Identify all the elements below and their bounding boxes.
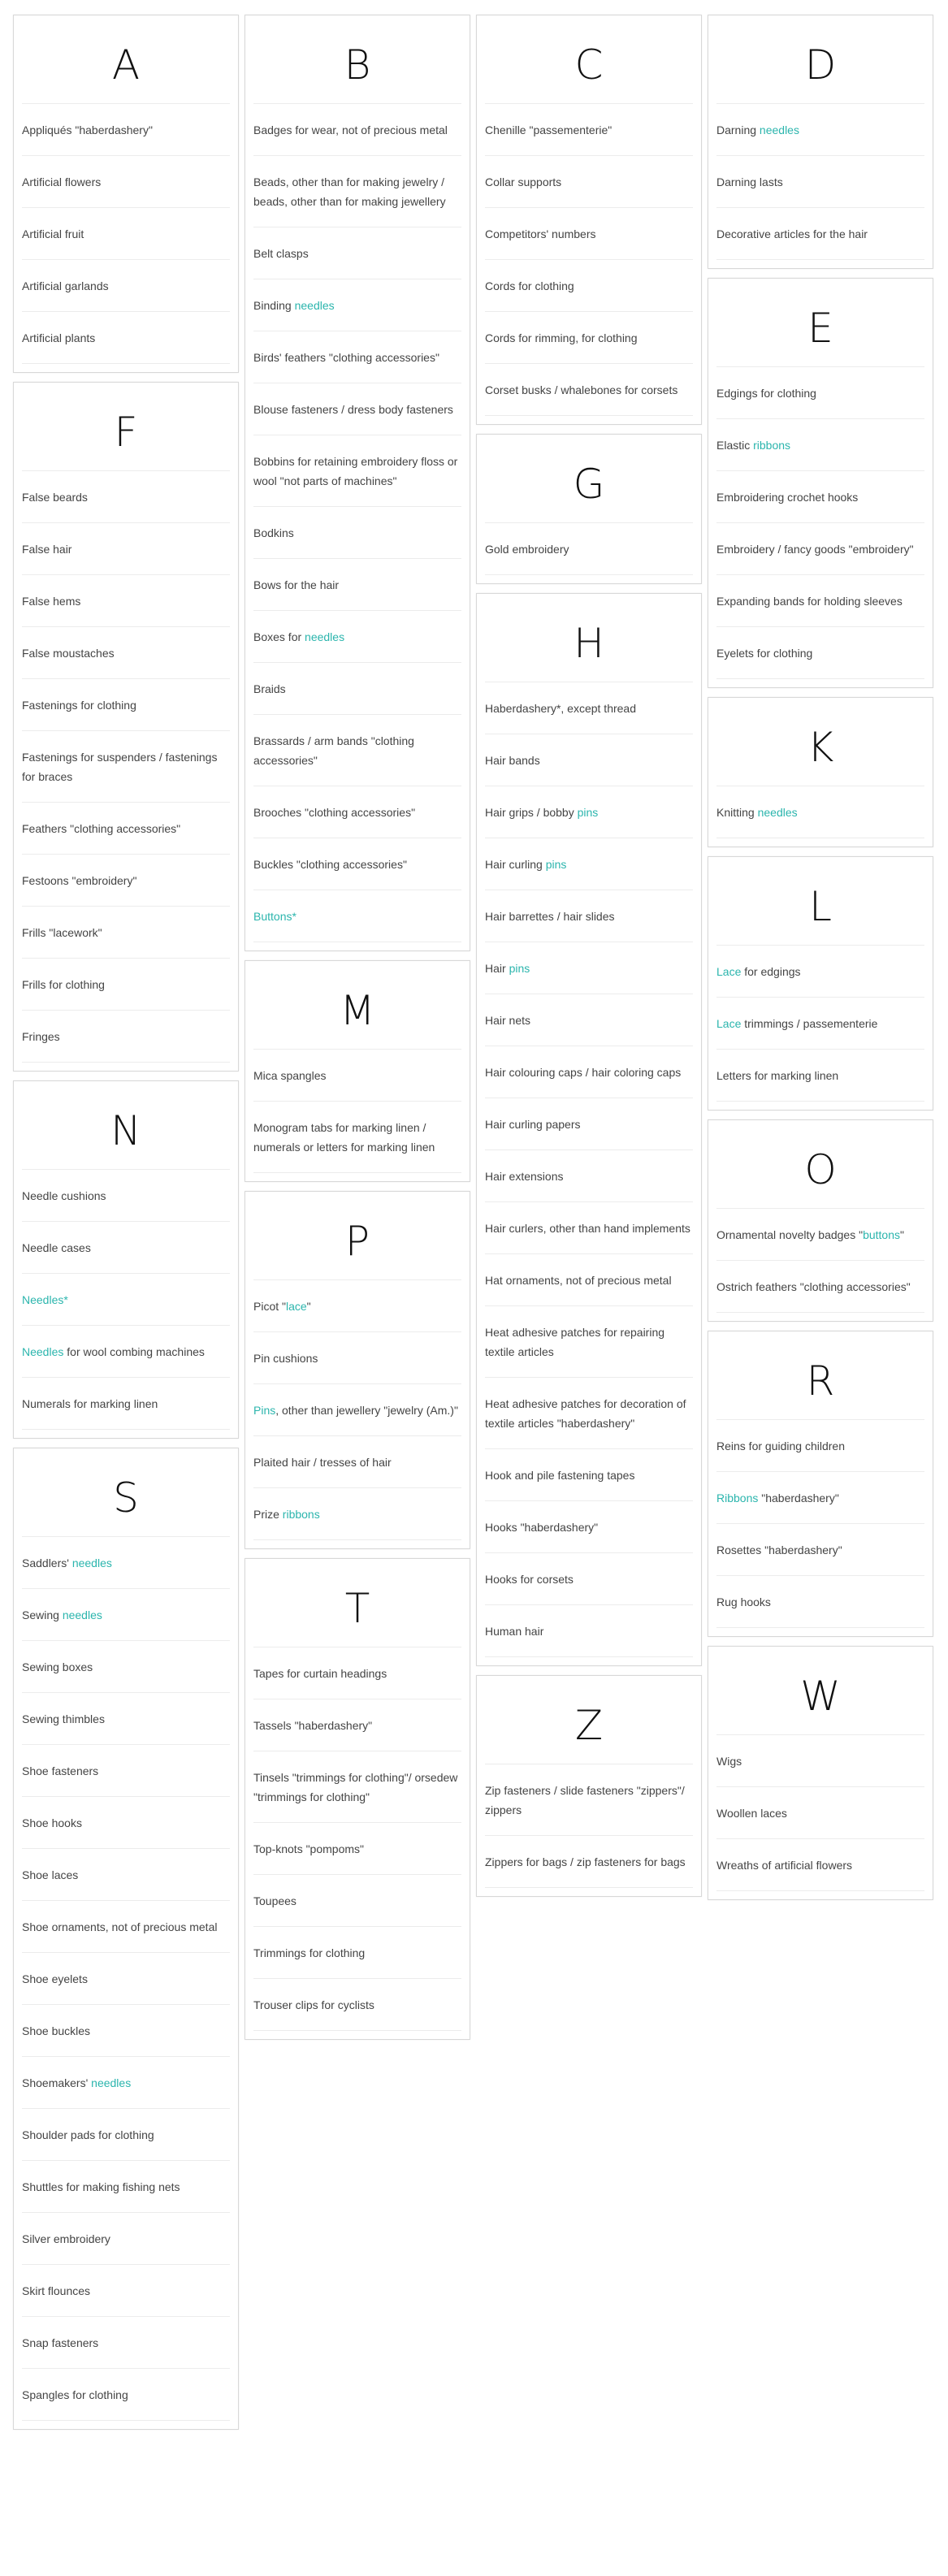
item-text: "haberdashery": [758, 1491, 839, 1504]
keyword-link[interactable]: buttons: [863, 1228, 901, 1241]
glossary-item: [253, 1280, 461, 1332]
item-text: Zip fasteners / slide fasteners "zippers"/ zippers: [485, 1784, 685, 1816]
glossary-item: [22, 2161, 230, 2213]
glossary-item: [253, 559, 461, 611]
glossary-item: [716, 523, 924, 575]
glossary-item: [253, 331, 461, 383]
glossary-item: [253, 227, 461, 279]
item-text: Heat adhesive patches for decoration of textile articles "haberdashery": [485, 1397, 686, 1430]
item-text: Pin cushions: [253, 1352, 318, 1365]
item-text: Hair curling papers: [485, 1118, 581, 1131]
item-text: Haberdashery*, except thread: [485, 702, 636, 715]
item-text: Needle cushions: [22, 1189, 106, 1202]
glossary-item: [485, 523, 693, 575]
item-text: for wool combing machines: [63, 1345, 205, 1358]
glossary-item: [485, 1254, 693, 1306]
glossary-item: [22, 2109, 230, 2161]
glossary-item: [22, 1745, 230, 1797]
item-text: Hair extensions: [485, 1170, 564, 1183]
letter-card-s: [13, 1448, 239, 2430]
item-text: Wreaths of artificial flowers: [716, 1859, 853, 1872]
section-letter-heading: B: [253, 15, 461, 104]
keyword-link[interactable]: Buttons*: [253, 910, 297, 923]
item-text: Artificial fruit: [22, 227, 84, 240]
glossary-item: [253, 1699, 461, 1751]
glossary-item: [253, 1436, 461, 1488]
section-letter-heading: O: [716, 1120, 924, 1209]
glossary-item: [485, 312, 693, 364]
item-text: Rug hooks: [716, 1595, 771, 1608]
glossary-item: [22, 2369, 230, 2421]
glossary-item: [253, 1927, 461, 1979]
keyword-link[interactable]: needles: [294, 299, 335, 312]
glossary-item: [22, 260, 230, 312]
glossary-item: [22, 104, 230, 156]
item-text: Hook and pile fastening tapes: [485, 1469, 635, 1482]
glossary-item: [716, 1524, 924, 1576]
item-text: Artificial garlands: [22, 279, 109, 292]
glossary-item: [253, 104, 461, 156]
glossary-item: [485, 1098, 693, 1150]
glossary-item: [716, 1420, 924, 1472]
item-text: Artificial flowers: [22, 175, 102, 188]
section-letter-heading: H: [485, 594, 693, 682]
item-text: Frills for clothing: [22, 978, 105, 991]
glossary-item: [22, 627, 230, 679]
column-1: [13, 15, 239, 2439]
keyword-link[interactable]: needles: [62, 1608, 102, 1621]
item-text: Shoemakers': [22, 2076, 92, 2089]
keyword-link[interactable]: Pins: [253, 1404, 276, 1417]
item-text: Shoe hooks: [22, 1816, 82, 1829]
section-letter-heading: C: [485, 15, 693, 104]
keyword-link[interactable]: needles: [305, 630, 345, 643]
glossary-item: [22, 1222, 230, 1274]
glossary-item: [22, 575, 230, 627]
glossary-item: [716, 1839, 924, 1891]
item-text: Frills "lacework": [22, 926, 102, 939]
letter-card-h: [476, 593, 702, 1666]
glossary-item: [22, 1326, 230, 1378]
keyword-link[interactable]: needles: [759, 123, 799, 136]
section-letter-heading: D: [716, 15, 924, 104]
glossary-item: [253, 1332, 461, 1384]
item-text: Appliqués "haberdashery": [22, 123, 153, 136]
glossary-item: [253, 1050, 461, 1102]
item-text: Top-knots "pompoms": [253, 1842, 364, 1855]
glossary-item: [485, 1501, 693, 1553]
glossary-item: [485, 942, 693, 994]
item-text: Wigs: [716, 1755, 742, 1768]
glossary-item: [253, 611, 461, 663]
glossary-item: [485, 104, 693, 156]
item-text: Tassels "haberdashery": [253, 1719, 373, 1732]
section-letter-heading: R: [716, 1331, 924, 1420]
keyword-link[interactable]: Needles: [22, 1345, 64, 1358]
item-text: ": [900, 1228, 904, 1241]
glossary-item: [253, 1384, 461, 1436]
item-text: Shoulder pads for clothing: [22, 2128, 154, 2141]
item-text: Cords for clothing: [485, 279, 574, 292]
glossary-item: [22, 2265, 230, 2317]
item-text: Shoe fasteners: [22, 1764, 99, 1777]
column-2: [245, 15, 470, 2049]
item-text: Hair nets: [485, 1014, 531, 1027]
letter-card-l: [708, 856, 933, 1110]
glossary-item: [253, 1823, 461, 1875]
keyword-link[interactable]: lace: [285, 1300, 307, 1313]
item-text: Human hair: [485, 1625, 544, 1638]
keyword-link[interactable]: ribbons: [753, 439, 791, 452]
glossary-item: [485, 1553, 693, 1605]
glossary-item: [253, 507, 461, 559]
section-letter-heading: A: [22, 15, 230, 104]
glossary-item: [716, 1576, 924, 1628]
letter-card-z: [476, 1675, 702, 1897]
item-text: Skirt flounces: [22, 2284, 91, 2297]
letter-card-f: [13, 382, 239, 1072]
keyword-link[interactable]: needles: [757, 806, 798, 819]
glossary-item: [253, 435, 461, 507]
item-text: Cords for rimming, for clothing: [485, 331, 638, 344]
letter-card-o: [708, 1119, 933, 1322]
glossary-item: [716, 786, 924, 838]
item-text: Hooks for corsets: [485, 1573, 574, 1586]
item-text: Sewing boxes: [22, 1660, 93, 1673]
glossary-item: [22, 1011, 230, 1063]
glossary-item: [22, 2057, 230, 2109]
glossary-item: [485, 1764, 693, 1836]
item-text: Knitting: [716, 806, 758, 819]
item-text: Snap fasteners: [22, 2336, 99, 2349]
glossary-item: [253, 890, 461, 942]
item-text: Tapes for curtain headings: [253, 1667, 387, 1680]
letter-card-r: [708, 1331, 933, 1637]
glossary-item: [22, 2213, 230, 2265]
item-text: Shoe buckles: [22, 2024, 91, 2037]
glossary-item: [253, 1647, 461, 1699]
letter-card-t: [245, 1558, 470, 2040]
item-text: Shuttles for making fishing nets: [22, 2180, 180, 2193]
keyword-link[interactable]: Lace: [716, 965, 742, 978]
item-text: Numerals for marking linen: [22, 1397, 158, 1410]
glossary-item: [716, 1261, 924, 1313]
glossary-item: [22, 1693, 230, 1745]
glossary-item: [22, 803, 230, 855]
item-text: Saddlers': [22, 1556, 72, 1569]
section-letter-heading: T: [253, 1559, 461, 1647]
item-text: Hat ornaments, not of precious metal: [485, 1274, 672, 1287]
glossary-item: [485, 156, 693, 208]
item-text: Hair grips / bobby: [485, 806, 578, 819]
item-text: Collar supports: [485, 175, 562, 188]
item-text: Plaited hair / tresses of hair: [253, 1456, 392, 1469]
item-text: Elastic: [716, 439, 754, 452]
glossary-item: [716, 208, 924, 260]
glossary-item: [485, 734, 693, 786]
letter-card-k: [708, 697, 933, 847]
glossary-item: [485, 1046, 693, 1098]
item-text: Monogram tabs for marking linen / numerals or letters for marking linen: [253, 1121, 435, 1154]
item-text: Gold embroidery: [485, 543, 569, 556]
glossary-item: [716, 156, 924, 208]
letter-card-p: [245, 1191, 470, 1549]
glossary-item: [22, 679, 230, 731]
item-text: Trouser clips for cyclists: [253, 1998, 374, 2011]
item-text: Zippers for bags / zip fasteners for bags: [485, 1855, 686, 1868]
item-text: Beads, other than for making jewelry / beads, other than for making jewellery: [253, 175, 446, 208]
item-text: Fastenings for clothing: [22, 699, 136, 712]
item-text: Silver embroidery: [22, 2232, 110, 2245]
item-text: Heat adhesive patches for repairing textile articles: [485, 1326, 665, 1358]
letter-card-d: [708, 15, 933, 269]
item-text: Competitors' numbers: [485, 227, 596, 240]
item-text: Brooches "clothing accessories": [253, 806, 416, 819]
section-letter-heading: F: [22, 383, 230, 471]
glossary-item: [716, 471, 924, 523]
letter-card-a: [13, 15, 239, 373]
item-text: Hooks "haberdashery": [485, 1521, 599, 1534]
item-text: Darning: [716, 123, 760, 136]
glossary-item: [716, 1209, 924, 1261]
item-text: Sewing thimbles: [22, 1712, 105, 1725]
item-text: False hems: [22, 595, 81, 608]
keyword-link[interactable]: Ribbons: [716, 1491, 759, 1504]
glossary-item: [253, 663, 461, 715]
item-text: False moustaches: [22, 647, 115, 660]
glossary-item: [22, 1953, 230, 2005]
glossary-item: [716, 419, 924, 471]
keyword-link[interactable]: Lace: [716, 1017, 742, 1030]
item-text: Prize: [253, 1508, 283, 1521]
glossary-item: [22, 471, 230, 523]
item-text: for edgings: [741, 965, 801, 978]
item-text: Picot ": [253, 1300, 286, 1313]
item-text: Ostrich feathers "clothing accessories": [716, 1280, 911, 1293]
item-text: Blouse fasteners / dress body fasteners: [253, 403, 453, 416]
item-text: Badges for wear, not of precious metal: [253, 123, 448, 136]
item-text: Needle cases: [22, 1241, 91, 1254]
item-text: Embroidery / fancy goods "embroidery": [716, 543, 914, 556]
glossary-item: [716, 1787, 924, 1839]
item-text: Spangles for clothing: [22, 2388, 128, 2401]
glossary-item: [253, 156, 461, 227]
item-text: Feathers "clothing accessories": [22, 822, 181, 835]
letter-card-g: [476, 434, 702, 584]
glossary-item: [22, 312, 230, 364]
glossary-item: [22, 1901, 230, 1953]
item-text: Tinsels "trimmings for clothing"/ orsedew "trimmings for clothing": [253, 1771, 458, 1803]
letter-card-b: [245, 15, 470, 951]
item-text: Hair: [485, 962, 509, 975]
glossary-item: [485, 1378, 693, 1449]
item-text: Brassards / arm bands "clothing accessories": [253, 734, 414, 767]
item-text: , other than jewellery "jewelry (Am.)": [275, 1404, 458, 1417]
glossary-item: [253, 786, 461, 838]
glossary-item: [485, 1836, 693, 1888]
section-letter-heading: W: [716, 1647, 924, 1735]
glossary-item: [253, 279, 461, 331]
item-text: ": [306, 1300, 311, 1313]
item-text: Woollen laces: [716, 1807, 787, 1820]
item-text: Belt clasps: [253, 247, 309, 260]
glossary-item: [22, 156, 230, 208]
glossary-item: [716, 627, 924, 679]
glossary-item: [485, 208, 693, 260]
glossary-item: [716, 946, 924, 998]
glossary-item: [485, 364, 693, 416]
item-text: Toupees: [253, 1894, 297, 1907]
glossary-item: [22, 1641, 230, 1693]
item-text: Hair curling: [485, 858, 546, 871]
section-letter-heading: P: [253, 1192, 461, 1280]
glossary-item: [22, 907, 230, 959]
glossary-item: [485, 1605, 693, 1657]
column-4: [708, 15, 933, 1909]
keyword-link[interactable]: pins: [545, 858, 567, 871]
glossary-item: [22, 1170, 230, 1222]
item-text: Shoe eyelets: [22, 1972, 88, 1985]
glossary-item: [716, 367, 924, 419]
glossary-item: [22, 2317, 230, 2369]
glossary-item: [485, 1449, 693, 1501]
item-text: Shoe ornaments, not of precious metal: [22, 1920, 218, 1933]
item-text: Bows for the hair: [253, 578, 340, 591]
glossary-item: [485, 682, 693, 734]
glossary-item: [485, 994, 693, 1046]
item-text: Darning lasts: [716, 175, 783, 188]
glossary-item: [716, 1050, 924, 1102]
glossary-item: [253, 1875, 461, 1927]
item-text: Ornamental novelty badges ": [716, 1228, 864, 1241]
glossary-item: [22, 1849, 230, 1901]
item-text: Birds' feathers "clothing accessories": [253, 351, 439, 364]
glossary-item: [253, 1488, 461, 1540]
glossary-item: [22, 1378, 230, 1430]
item-text: Artificial plants: [22, 331, 96, 344]
item-text: Boxes for: [253, 630, 305, 643]
glossary-item: [253, 838, 461, 890]
item-text: Binding: [253, 299, 295, 312]
item-text: Chenille "passementerie": [485, 123, 613, 136]
item-text: Mica spangles: [253, 1069, 327, 1082]
item-text: Festoons "embroidery": [22, 874, 137, 887]
keyword-link[interactable]: pins: [509, 962, 530, 975]
item-text: Decorative articles for the hair: [716, 227, 868, 240]
glossary-item: [22, 2005, 230, 2057]
glossary-item: [22, 1274, 230, 1326]
glossary-item: [22, 523, 230, 575]
keyword-link[interactable]: pins: [577, 806, 599, 819]
item-text: Buckles "clothing accessories": [253, 858, 407, 871]
item-text: Eyelets for clothing: [716, 647, 813, 660]
item-text: Braids: [253, 682, 286, 695]
section-letter-heading: N: [22, 1081, 230, 1170]
glossary-item: [716, 1472, 924, 1524]
glossary-item: [22, 208, 230, 260]
keyword-link[interactable]: needles: [91, 2076, 132, 2089]
item-text: Edgings for clothing: [716, 387, 816, 400]
section-letter-heading: K: [716, 698, 924, 786]
item-text: Shoe laces: [22, 1868, 79, 1881]
item-text: Expanding bands for holding sleeves: [716, 595, 903, 608]
item-text: False hair: [22, 543, 72, 556]
glossary-item: [22, 731, 230, 803]
item-text: Trimmings for clothing: [253, 1946, 366, 1959]
column-3: [476, 15, 702, 1906]
glossary-item: [485, 890, 693, 942]
glossary-item: [253, 383, 461, 435]
letter-card-c: [476, 15, 702, 425]
glossary-item: [716, 104, 924, 156]
section-letter-heading: S: [22, 1448, 230, 1537]
glossary-item: [22, 1797, 230, 1849]
letter-card-n: [13, 1080, 239, 1439]
section-letter-heading: E: [716, 279, 924, 367]
keyword-link[interactable]: Needles*: [22, 1293, 68, 1306]
glossary-item: [716, 1735, 924, 1787]
item-text: Bobbins for retaining embroidery floss or wool "not parts of machines": [253, 455, 458, 487]
glossary-item: [22, 959, 230, 1011]
glossary-item: [485, 1202, 693, 1254]
item-text: trimmings / passementerie: [741, 1017, 878, 1030]
keyword-link[interactable]: ribbons: [282, 1508, 320, 1521]
glossary-item: [22, 1537, 230, 1589]
item-text: Sewing: [22, 1608, 63, 1621]
section-letter-heading: G: [485, 435, 693, 523]
item-text: Corset busks / whalebones for corsets: [485, 383, 678, 396]
item-text: Reins for guiding children: [716, 1440, 845, 1453]
keyword-link[interactable]: needles: [71, 1556, 112, 1569]
glossary-item: [253, 1102, 461, 1173]
glossary-item: [716, 998, 924, 1050]
item-text: Rosettes "haberdashery": [716, 1543, 842, 1556]
item-text: Letters for marking linen: [716, 1069, 839, 1082]
glossary-item: [485, 1306, 693, 1378]
glossary-item: [22, 1589, 230, 1641]
item-text: Hair barrettes / hair slides: [485, 910, 615, 923]
glossary-item: [253, 715, 461, 786]
glossary-item: [22, 855, 230, 907]
section-letter-heading: L: [716, 857, 924, 946]
glossary-item: [253, 1979, 461, 2031]
glossary-item: [485, 260, 693, 312]
section-letter-heading: M: [253, 961, 461, 1050]
section-letter-heading: Z: [485, 1676, 693, 1764]
item-text: Hair colouring caps / hair coloring caps: [485, 1066, 682, 1079]
glossary-item: [485, 838, 693, 890]
glossary-item: [485, 1150, 693, 1202]
letter-card-w: [708, 1646, 933, 1900]
letter-card-m: [245, 960, 470, 1182]
item-text: Bodkins: [253, 526, 294, 539]
item-text: Fastenings for suspenders / fastenings for braces: [22, 751, 218, 783]
item-text: Embroidering crochet hooks: [716, 491, 859, 504]
item-text: Hair curlers, other than hand implements: [485, 1222, 690, 1235]
glossary-item: [253, 1751, 461, 1823]
glossary-item: [485, 786, 693, 838]
item-text: False beards: [22, 491, 88, 504]
glossary-item: [716, 575, 924, 627]
letter-card-e: [708, 278, 933, 688]
item-text: Fringes: [22, 1030, 60, 1043]
item-text: Hair bands: [485, 754, 540, 767]
